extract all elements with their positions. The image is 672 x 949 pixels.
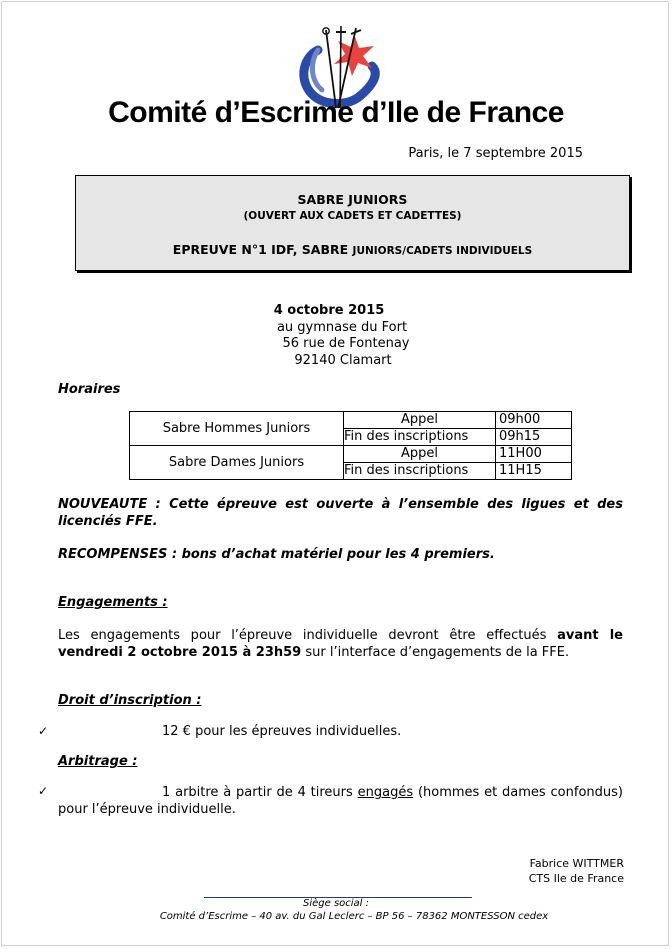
fin-time-cell: 11H15 — [496, 463, 572, 480]
venue-place: au gymnase du Fort — [276, 319, 408, 335]
footer-address: Comité d’Escrime – 40 av. du Gal Leclerc – BP 56 – 78362 MONTESSON cedex — [159, 911, 549, 922]
fin-time-cell: 09h15 — [496, 429, 572, 446]
arbitrage-text-start: 1 arbitre à partir de 4 tireurs — [162, 785, 353, 800]
droit-text: 12 € pour les épreuves individuelles. — [162, 724, 402, 739]
table-row — [130, 446, 572, 463]
event-description-main: EPREUVE N°1 IDF, SABRE — [172, 242, 349, 257]
signature-role: CTS Ile de France — [528, 872, 624, 885]
event-subtitle: (OUVERT AUX CADETS ET CADETTES) — [243, 210, 462, 222]
org-title: Comité d’Escrime d’Ile de France — [108, 96, 564, 129]
event-description — [76, 242, 629, 257]
engagements-text-start: Les engagements pour l’épreuve individuelle devront être effectués — [58, 628, 547, 643]
appel-time-cell: 09h00 — [496, 412, 572, 429]
arbitrage-heading: Arbitrage : — [58, 754, 138, 769]
appel-time-cell: 11H00 — [496, 446, 572, 463]
arbitrage-text — [58, 784, 623, 818]
signature-name: Fabrice WITTMER — [529, 857, 624, 870]
arbitrage-text-end: (hommes et dames confondus) pour l’épreuve individuelle. — [58, 785, 623, 817]
venue-block — [0, 303, 672, 369]
footer-label: Siège social : — [302, 898, 369, 909]
category-cell: Sabre Dames Juniors — [130, 446, 344, 480]
schedule-table — [129, 411, 572, 480]
fin-label-cell: Fin des inscriptions — [344, 463, 496, 480]
nouveaute-text: NOUVEAUTE : Cette épreuve est ouverte à l’ensemble des ligues et des licenciés FFE. — [58, 497, 623, 529]
horaires-heading: Horaires — [58, 382, 121, 397]
engagements-heading: Engagements : — [58, 595, 168, 610]
check-icon: ✓ — [38, 724, 49, 738]
event-description-small: JUNIORS/CADETS INDIVIDUELS — [352, 245, 533, 257]
event-date: 4 octobre 2015 — [273, 303, 385, 318]
droit-heading: Droit d’inscription : — [58, 693, 202, 708]
document-date: Paris, le 7 septembre 2015 — [408, 146, 583, 161]
engagements-text — [58, 627, 623, 661]
engagements-text-end: sur l’interface d’engagements de la FFE. — [305, 645, 570, 660]
signature-block — [529, 856, 624, 886]
fin-label-cell: Fin des inscriptions — [344, 429, 496, 446]
engagements-deadline: avant le vendredi 2 octobre 2015 à 23h59 — [58, 628, 623, 660]
event-title: SABRE JUNIORS — [297, 192, 408, 207]
category-cell: Sabre Hommes Juniors — [130, 412, 344, 446]
appel-label-cell: Appel — [344, 446, 496, 463]
title-box — [75, 175, 630, 271]
venue-street: 56 rue de Fontenay — [282, 336, 410, 351]
venue-city: 92140 Clamart — [294, 352, 392, 368]
check-icon: ✓ — [38, 784, 49, 798]
appel-label-cell: Appel — [344, 412, 496, 429]
table-row — [130, 412, 572, 429]
recompenses-text: RECOMPENSES : bons d’achat matériel pour les 4 premiers. — [58, 547, 495, 562]
arbitrage-text-underlined: engagés — [357, 785, 414, 800]
